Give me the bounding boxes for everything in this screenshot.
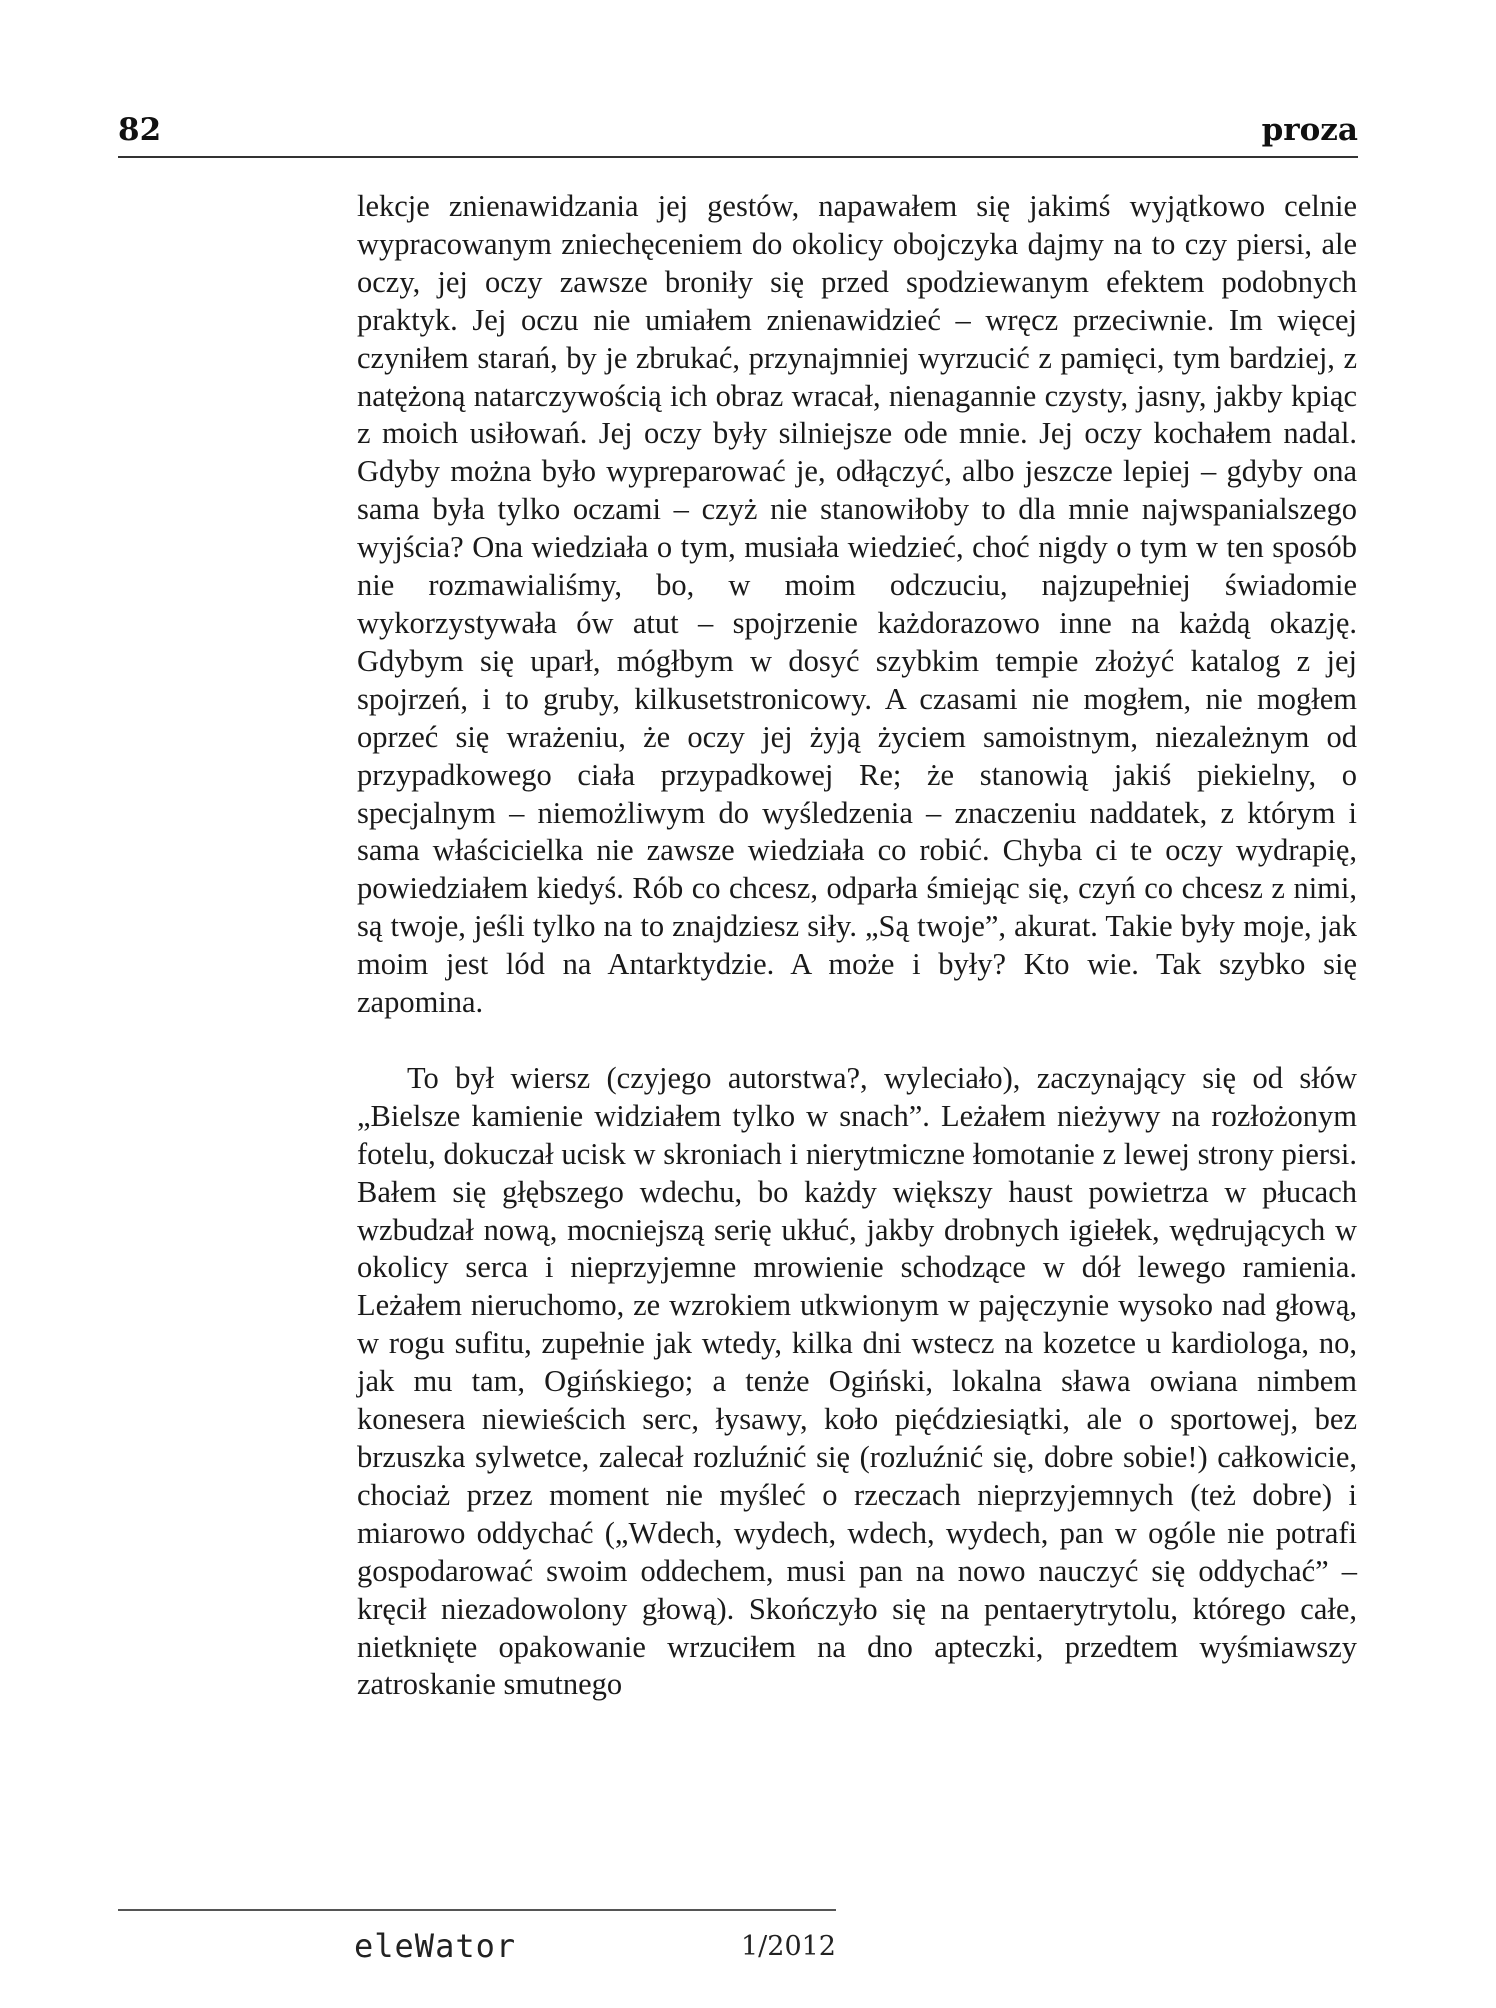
paragraph-1: lekcje znienawidzania jej gestów, napawałem się jakimś wyjątkowo celnie wypracowanym zniechęceniem do okolicy obojczyka dajmy na to czy piersi, ale oczy, jej oczy zawsze broniły się przed spodziewanym efektem podobnych praktyk. Jej oczu nie umiałem znienawidzieć – wręcz przeciwnie. Im więcej czyniłem starań, by je zbrukać, przynajmniej wyrzucić z pamięci, tym bardziej, z natężoną natarczywością ich obraz wracał, nienagannie czysty, jasny, jakby kpiąc z moich usiłowań. Jej oczy były silniejsze ode mnie. Jej oczy kochałem nadal. Gdyby można było wypreparować je, odłączyć, albo jeszcze lepiej – gdyby ona sama była tylko oczami – czyż nie stanowiłoby to dla mnie najwspanialszego wyjścia? Ona wiedziała o tym, musiała wiedzieć, choć nigdy o tym w ten sposób nie rozmawialiśmy, bo, w moim odczuciu, najzupełniej świadomie wykorzystywała ów atut – spojrzenie każdorazowo inne na każdą okazję. Gdybym się uparł, mógłbym w dosyć szybkim tempie złożyć katalog z jej spojrzeń, i to gruby, kilkusetstronicowy. A czasami nie mogłem, nie mogłem oprzeć się wrażeniu, że oczy jej żyją życiem samoistnym, niezależnym od przypadkowego ciała przypadkowej Re; że stanowią jakiś piekielny, o specjalnym – niemożliwym do wyśledzenia – znaczeniu naddatek, z którym i sama właścicielka nie zawsze wiedziała co robić. Chyba ci te oczy wydrapię, powiedziałem kiedyś. Rób co chcesz, odparła śmiejąc się, czyń co chcesz z nimi, są twoje, jeśli tylko na to znajdziesz siły. „Są twoje”, akurat. Takie były moje, jak moim jest lód na Antarktydzie. A może i były? Kto wie. Tak szybko się zapomina. <box>357 189 1357 1020</box>
issue-number: 1/2012 <box>741 1931 836 1962</box>
page-header <box>118 112 1358 158</box>
paragraph-2: To był wiersz (czyjego autorstwa?, wyleciało), zaczynający się od słów „Bielsze kamienie widziałem tylko w snach”. Leżałem nieżywy na rozłożonym fotelu, dokuczał ucisk w skroniach i nierytmiczne łomotanie z lewej strony piersi. Bałem się głębszego wdechu, bo każdy większy haust powietrza w płucach wzbudzał nową, mocniejszą serię ukłuć, jakby drobnych igiełek, wędrujących w okolicy serca i nieprzyjemne mrowienie schodzące w dół lewego ramienia. Leżałem nieruchomo, ze wzrokiem utkwionym w pajęczynie wysoko nad głową, w rogu sufitu, zupełnie jak wtedy, kilka dni wstecz na kozetce u kardiologa, no, jak mu tam, Ogińskiego; a tenże Ogiński, lokalna sława owiana nimbem konesera niewieścich serc, łysawy, koło pięćdziesiątki, ale o sportowej, bez brzuszka sylwetce, zalecał rozluźnić się (rozluźnić się, dobre sobie!) całkowicie, chociaż przez moment nie myśleć o rzeczach nieprzyjemnych (też dobre) i miarowo oddychać („Wdech, wydech, wdech, wydech, pan w ogóle nie potrafi gospodarować swoim oddechem, musi pan na nowo nauczyć się oddychać” – kręcił niezadowolony głową). Skończyło się na pentaerytrytolu, którego całe, nietknięte opakowanie wrzuciłem na dno apteczki, przedtem wyśmiawszy zatroskanie smutnego <box>357 1060 1357 1702</box>
page-footer <box>118 1909 836 1981</box>
section-title: proza <box>1261 112 1358 148</box>
page-number: 82 <box>118 112 162 148</box>
article-body <box>357 188 1357 1704</box>
magazine-logo: eleWator <box>354 1927 517 1965</box>
